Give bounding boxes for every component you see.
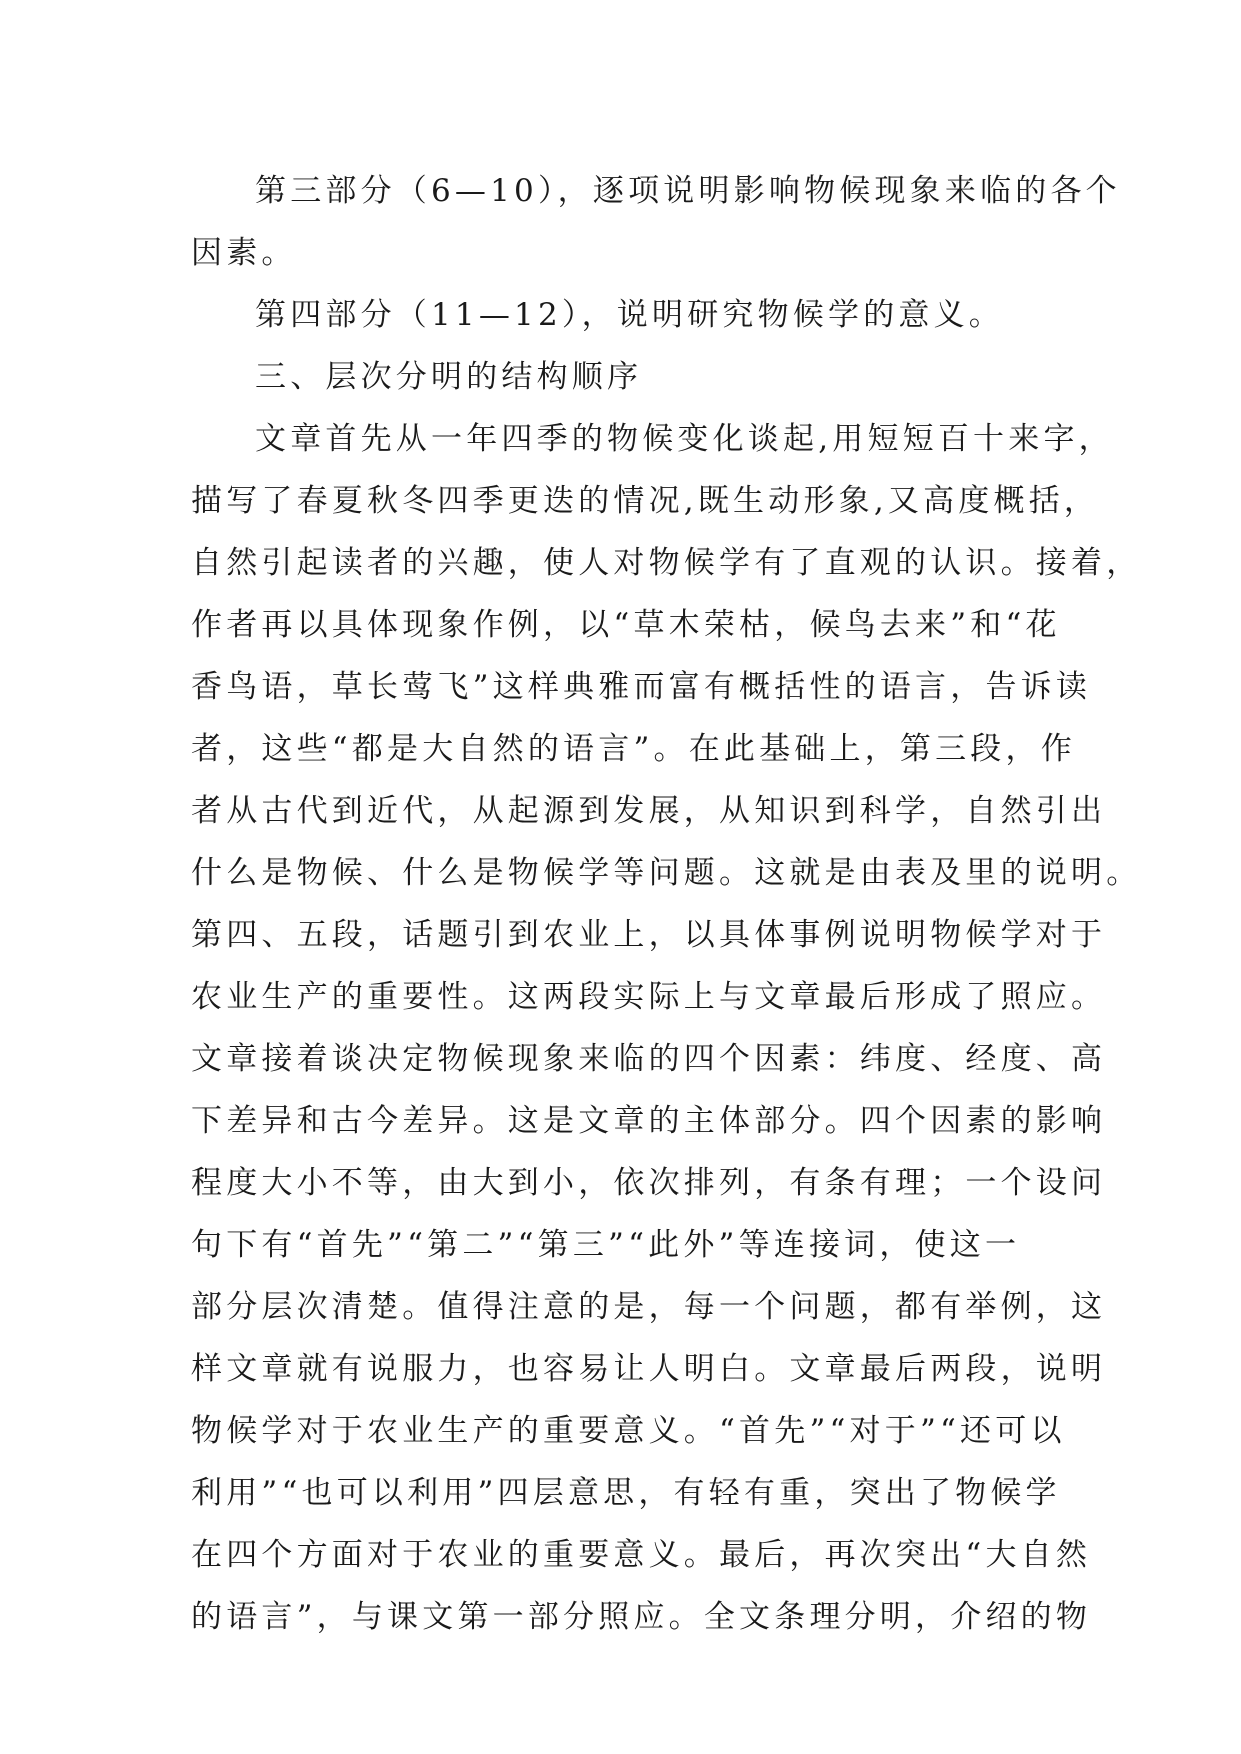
paragraph-part-four: 第四部分（11—12），说明研究物候学的意义。 <box>255 297 1004 333</box>
body-line: 什么是物候、什么是物候学等问题。这就是由表及里的说明。 <box>191 855 1142 891</box>
paragraph-part-three-cont: 因素。 <box>191 235 297 271</box>
body-line: 香鸟语，草长莺飞”这样典雅而富有概括性的语言，告诉读 <box>191 669 1092 705</box>
body-line: 利用”“也可以利用”四层意思，有轻有重，突出了物候学 <box>191 1475 1061 1511</box>
body-line: 物候学对于农业生产的重要意义。“首先”“对于”“还可以 <box>191 1413 1066 1449</box>
document-body <box>191 160 1142 1648</box>
body-line: 句下有“首先”“第二”“第三”“此外”等连接词，使这一 <box>191 1227 1021 1263</box>
body-line: 者，这些“都是大自然的语言”。在此基础上，第三段，作 <box>191 731 1076 767</box>
body-line: 自然引起读者的兴趣，使人对物候学有了直观的认识。接着， <box>191 545 1142 581</box>
section-heading: 三、层次分明的结构顺序 <box>255 359 643 395</box>
body-line: 农业生产的重要性。这两段实际上与文章最后形成了照应。 <box>191 979 1107 1015</box>
body-line: 下差异和古今差异。这是文章的主体部分。四个因素的影响 <box>191 1103 1107 1139</box>
body-line: 文章首先从一年四季的物候变化谈起,用短短百十来字， <box>255 421 1114 457</box>
body-line: 者从古代到近代，从起源到发展，从知识到科学，自然引出 <box>191 793 1107 829</box>
body-line: 部分层次清楚。值得注意的是，每一个问题，都有举例，这 <box>191 1289 1107 1325</box>
body-line: 程度大小不等，由大到小，依次排列，有条有理；一个设问 <box>191 1165 1107 1201</box>
body-line: 第四、五段，话题引到农业上，以具体事例说明物候学对于 <box>191 917 1107 953</box>
body-line: 在四个方面对于农业的重要意义。最后，再次突出“大自然 <box>191 1537 1092 1573</box>
body-line: 作者再以具体现象作例，以“草木荣枯，候鸟去来”和“花 <box>191 607 1061 643</box>
body-line: 样文章就有说服力，也容易让人明白。文章最后两段，说明 <box>191 1351 1107 1387</box>
paragraph-part-three: 第三部分（6—10），逐项说明影响物候现象来临的各个 <box>255 173 1121 209</box>
body-line: 描写了春夏秋冬四季更迭的情况,既生动形象,又高度概括， <box>191 483 1100 519</box>
body-line: 的语言”，与课文第一部分照应。全文条理分明，介绍的物 <box>191 1599 1092 1635</box>
body-line: 文章接着谈决定物候现象来临的四个因素：纬度、经度、高 <box>191 1041 1107 1077</box>
